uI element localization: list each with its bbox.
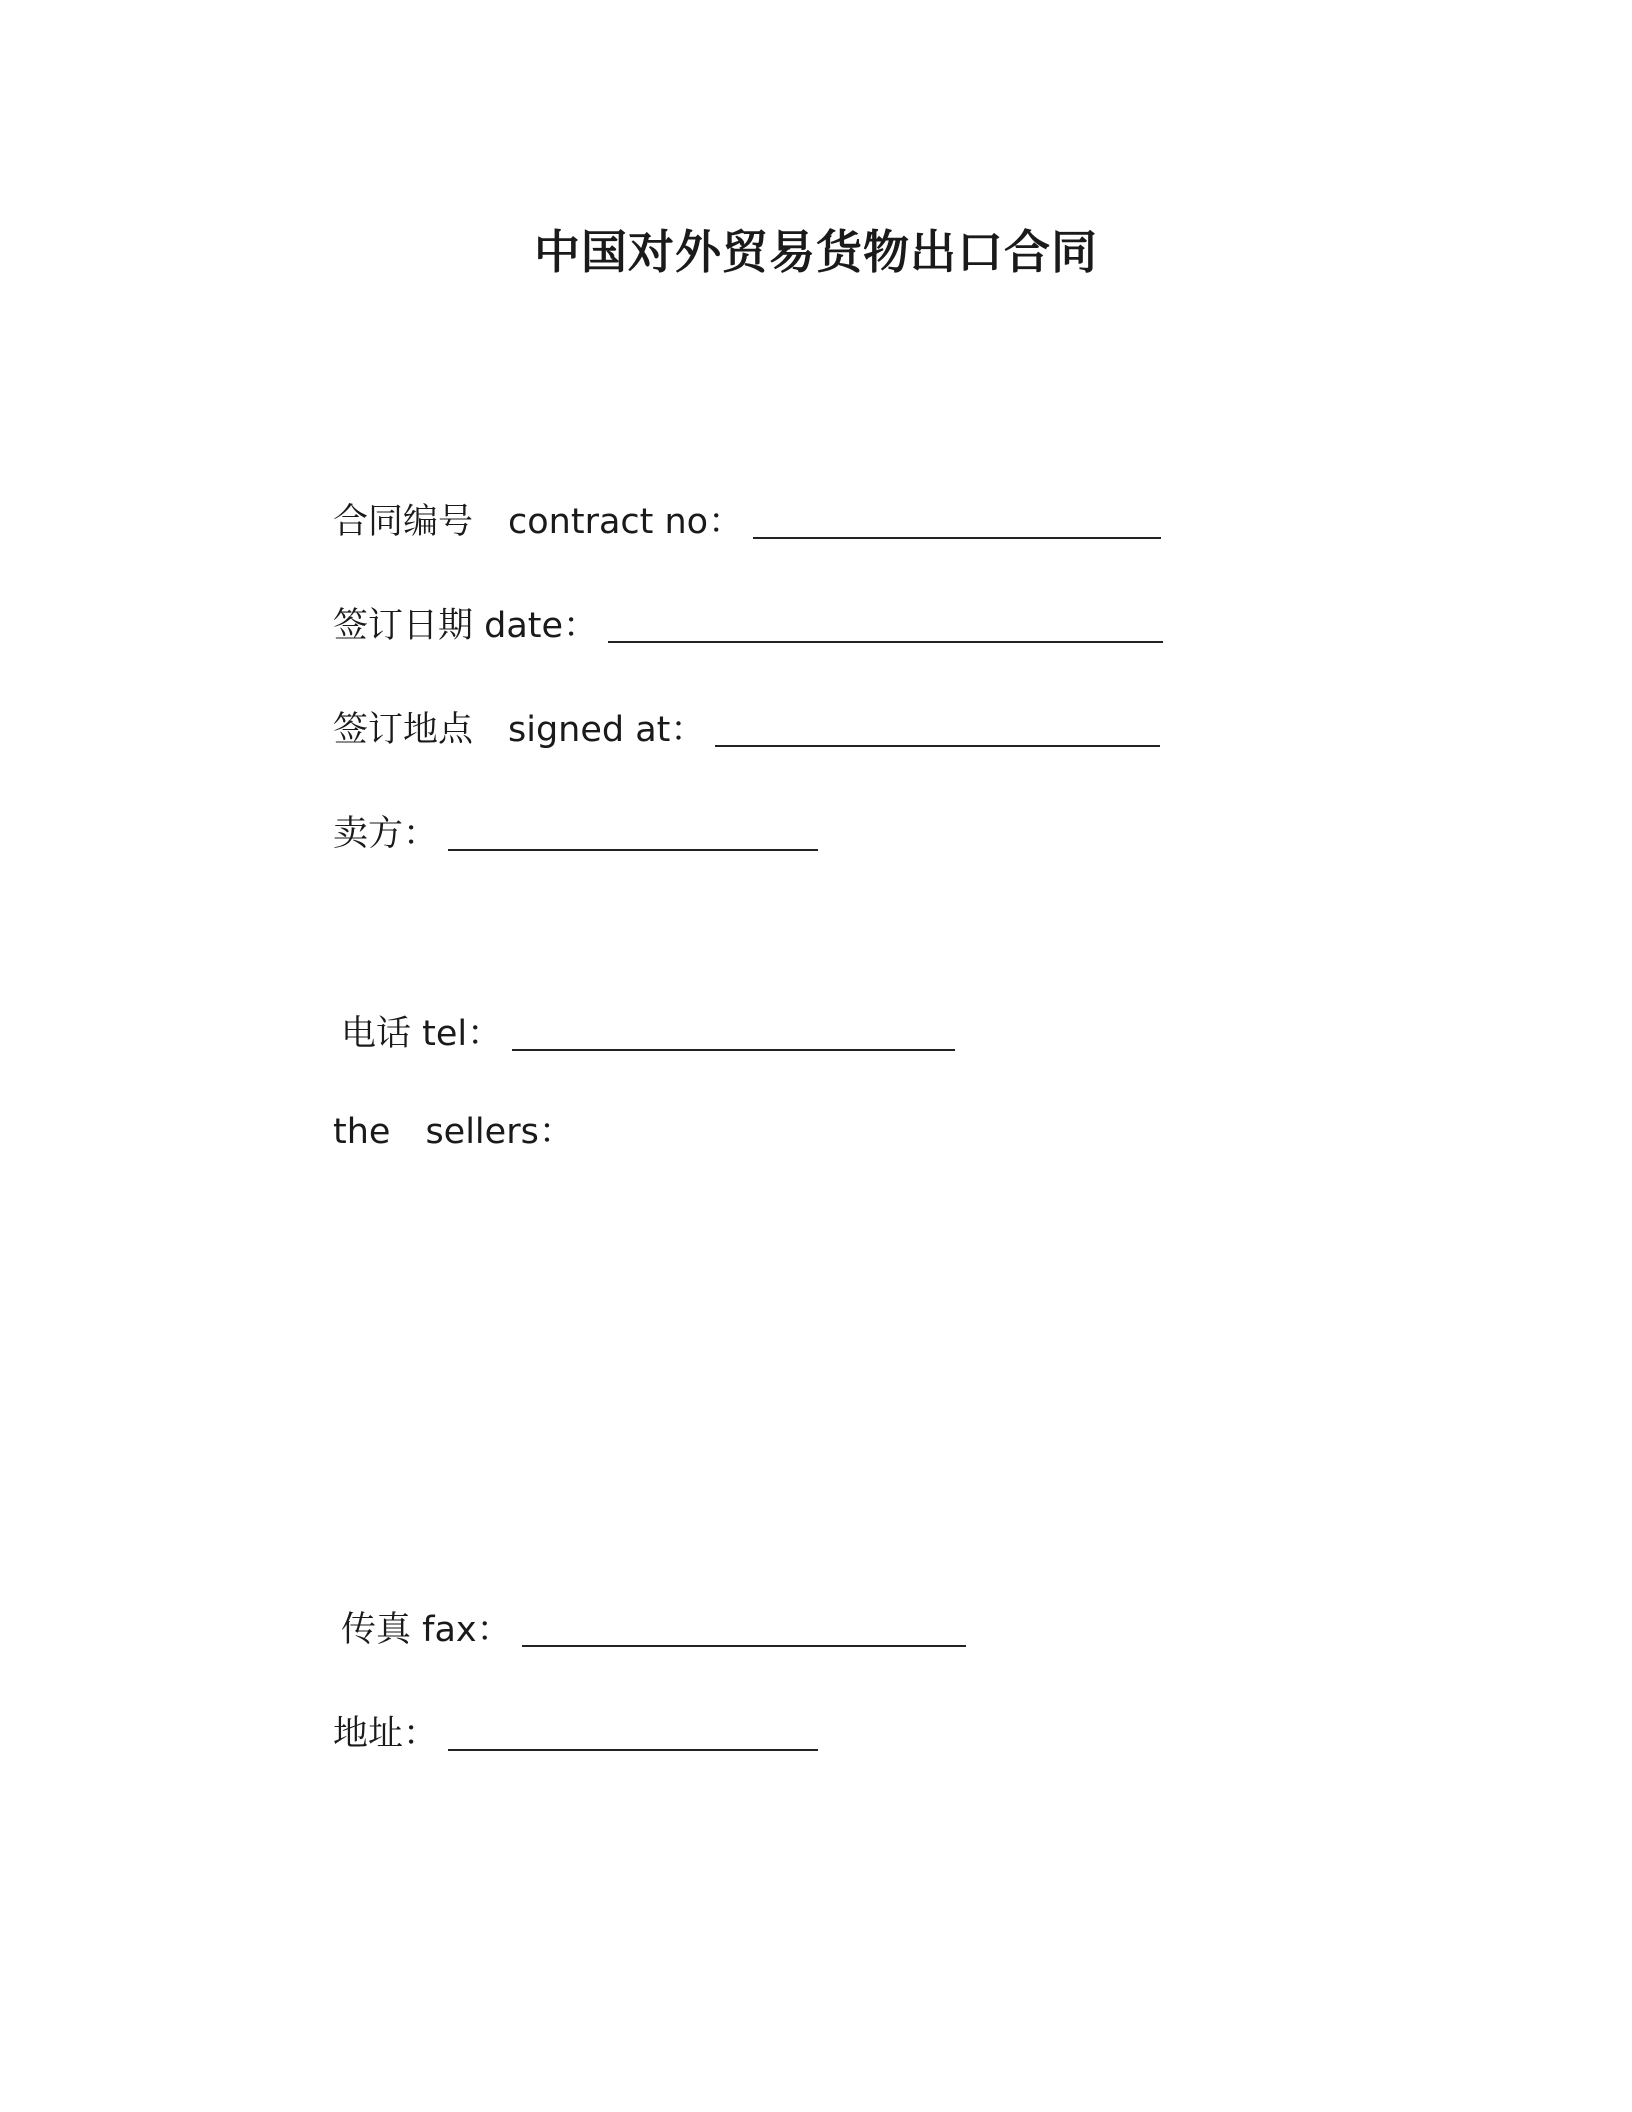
fax-row <box>341 1601 966 1653</box>
date-label: 签订日期 date： <box>333 606 599 646</box>
contract-no-field[interactable] <box>753 493 1161 539</box>
contract-no-label: 合同编号 contract no： <box>333 502 744 542</box>
tel-row <box>341 1005 955 1057</box>
document-title: 中国对外贸易货物出口合同 <box>534 225 1098 279</box>
contract-no-row <box>333 493 1161 545</box>
the-sellers-row <box>333 1109 574 1155</box>
seller-field[interactable] <box>448 805 818 851</box>
seller-label: 卖方： <box>333 814 439 854</box>
fax-label: 传真 fax： <box>341 1610 512 1650</box>
address-label: 地址： <box>333 1714 439 1754</box>
signed-at-field[interactable] <box>715 701 1160 747</box>
address-row <box>333 1705 818 1757</box>
signed-at-row <box>333 701 1160 753</box>
date-field[interactable] <box>608 597 1163 643</box>
seller-row <box>333 805 818 857</box>
the-sellers-label: the sellers： <box>333 1112 574 1152</box>
date-row <box>333 597 1163 649</box>
tel-label: 电话 tel： <box>341 1014 503 1054</box>
tel-field[interactable] <box>512 1005 955 1051</box>
address-field[interactable] <box>448 1705 818 1751</box>
fax-field[interactable] <box>522 1601 966 1647</box>
signed-at-label: 签订地点 signed at： <box>333 710 706 750</box>
